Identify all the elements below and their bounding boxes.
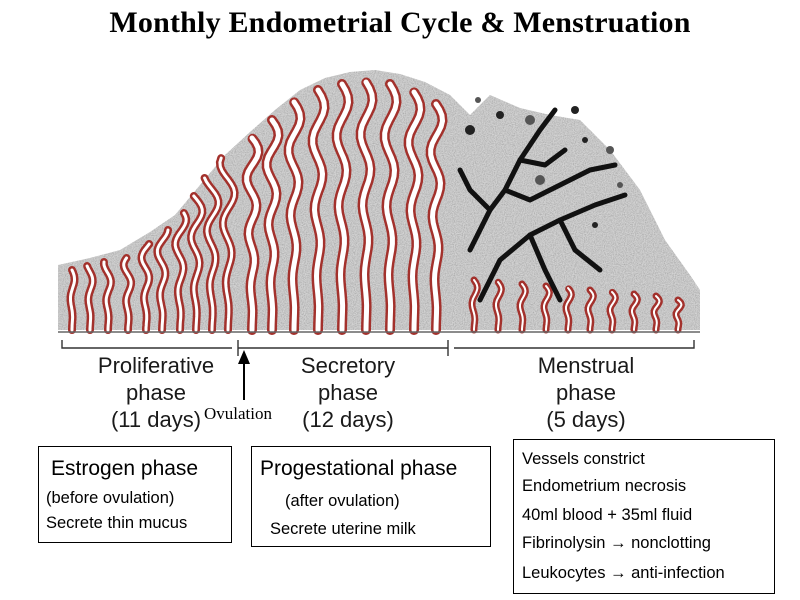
ovulation-arrow [238, 350, 250, 400]
tissue-debris [617, 182, 623, 188]
tissue-debris [582, 137, 588, 143]
menstrual-phase-line: Vessels constrict [522, 450, 645, 468]
menstrual-phase-line: Endometrium necrosis [522, 477, 687, 495]
tissue-debris [525, 115, 535, 125]
menstrual-phase-box [513, 439, 775, 594]
diagram-title: Monthly Endometrial Cycle & Menstruation [109, 6, 691, 39]
phase-label-menstrual: Menstrual phase (5 days) [537, 353, 635, 432]
tissue-debris [535, 175, 545, 185]
phase-label-secretory: Secretory phase (12 days) [300, 353, 396, 432]
estrogen-phase-heading: Estrogen phase [51, 457, 199, 480]
tissue-debris [496, 111, 504, 119]
progestational-phase-box [251, 446, 491, 547]
tissue-debris [465, 125, 475, 135]
estrogen-phase-line: (before ovulation) [46, 489, 175, 507]
progestational-phase-line: Secrete uterine milk [270, 520, 416, 538]
progestational-phase-heading: Progestational phase [260, 457, 458, 480]
phase-label-proliferative: Proliferative phase (11 days) [97, 353, 215, 432]
estrogen-phase-box [38, 446, 232, 543]
estrogen-phase-line: Secrete thin mucus [46, 514, 188, 532]
menstrual-phase-line: 40ml blood + 35ml fluid [522, 506, 693, 524]
tissue-debris [571, 106, 579, 114]
ovulation-label: Ovulation [204, 404, 272, 423]
menstrual-phase-line: Fibrinolysin → nonclotting [522, 534, 711, 552]
tissue-debris [475, 97, 481, 103]
tissue-debris [606, 146, 614, 154]
menstrual-phase-line: Leukocytes → anti-infection [522, 564, 725, 582]
progestational-phase-line: (after ovulation) [285, 492, 400, 510]
tissue-debris [592, 222, 598, 228]
